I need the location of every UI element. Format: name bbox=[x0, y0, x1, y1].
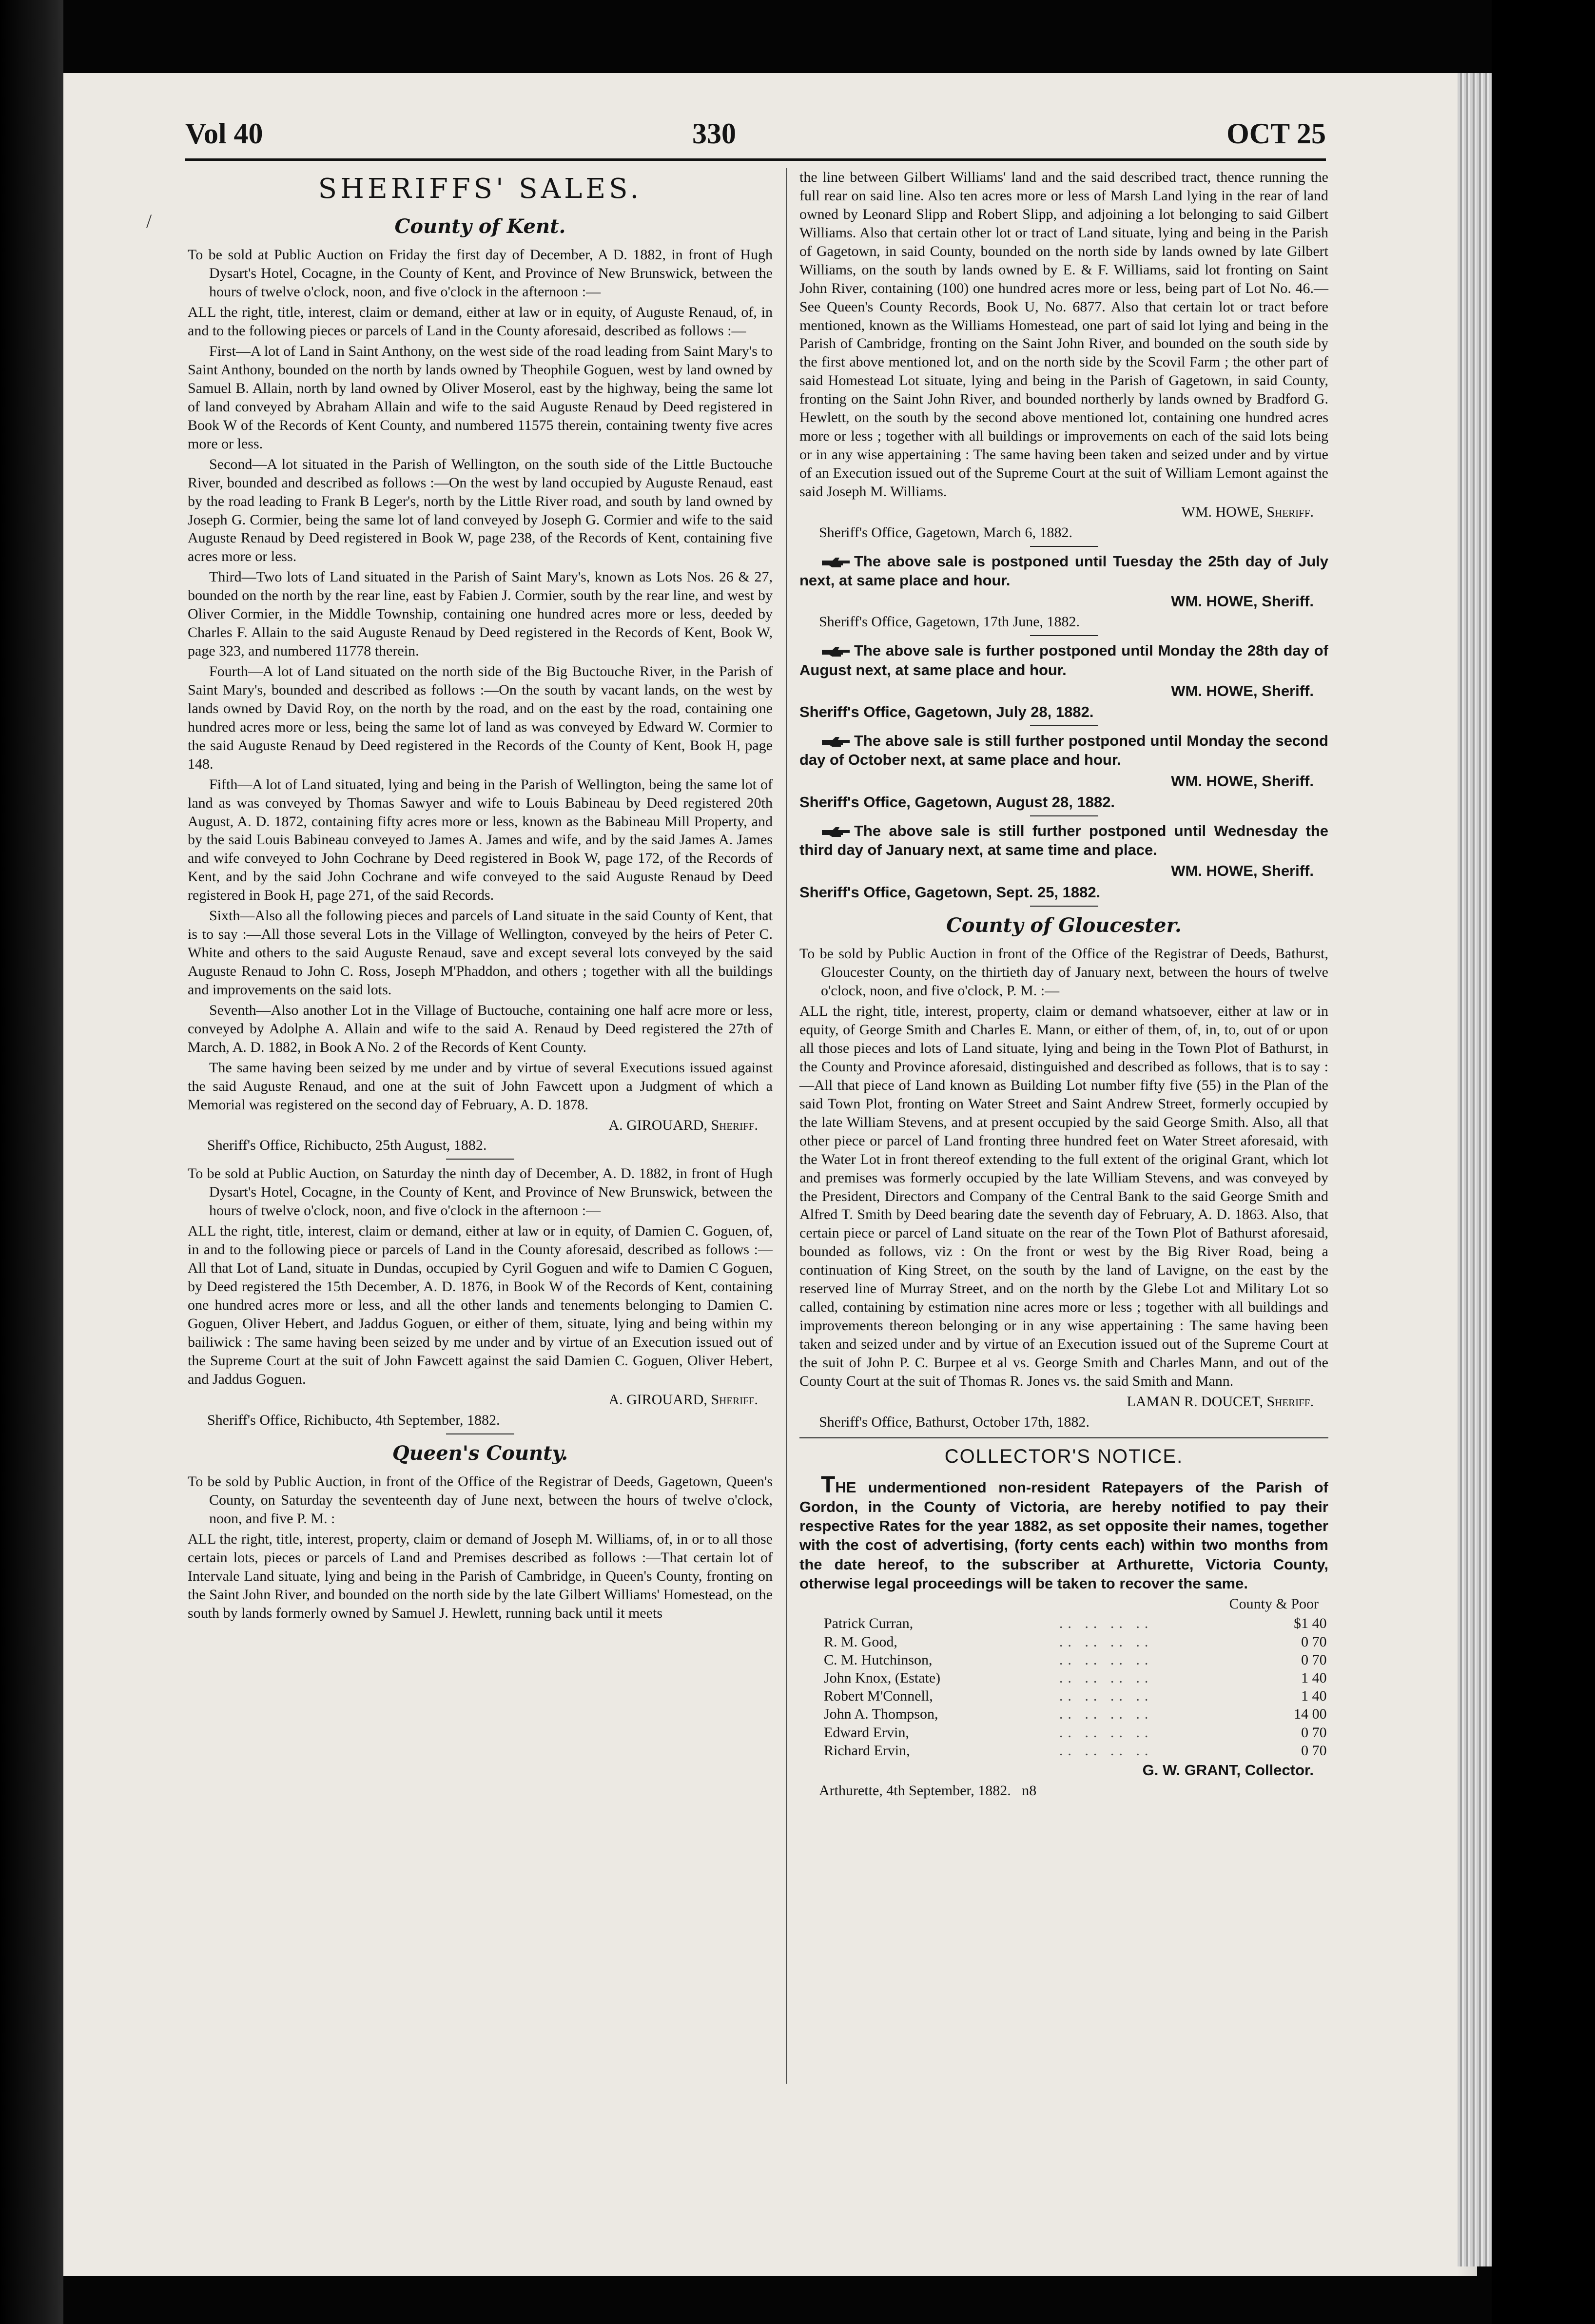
rate-amount: 1 40 bbox=[1301, 1669, 1327, 1686]
rate-amount: 0 70 bbox=[1301, 1633, 1327, 1650]
county-heading-kent: County of Kent. bbox=[394, 214, 566, 238]
county-heading-gloucester: County of Gloucester. bbox=[946, 913, 1182, 937]
table-row bbox=[824, 1742, 1332, 1760]
table-row bbox=[824, 1687, 1332, 1705]
county-heading-queens: Queen's County. bbox=[392, 1441, 568, 1465]
issue-date: OCT 25 bbox=[1226, 117, 1326, 150]
section-rule bbox=[1030, 906, 1098, 907]
page-number: 330 bbox=[692, 117, 736, 150]
postponement-text: The above sale is still further postponed until Monday the second day of October next, at same place and hour. bbox=[799, 732, 1328, 769]
dark-background bbox=[1492, 0, 1595, 2324]
drop-cap: T bbox=[821, 1472, 836, 1498]
collector-place-date bbox=[819, 1782, 1328, 1800]
postponement-text: The above sale is postponed until Tuesday the 25th day of July next, at same place and hour. bbox=[799, 552, 1328, 589]
rate-amount: 0 70 bbox=[1301, 1651, 1327, 1668]
sheriff-signature: A. GIROUARD, Sheriff. bbox=[608, 1117, 758, 1133]
insertion-code: n8 bbox=[1022, 1782, 1037, 1799]
ratepayer-name: Edward Ervin, bbox=[824, 1724, 909, 1741]
table-row bbox=[824, 1651, 1332, 1669]
sale-intro: To be sold by Public Auction, in front of the Office of the Registrar of Deeds, Gagetown, Queen's County, on Saturday the seventeenth day of June next, between the hours of twelve o'clock, noon, and five P. M. : bbox=[188, 1473, 773, 1527]
sheriff-office-line: Sheriff's Office, Gagetown, 17th June, 1882. bbox=[819, 614, 1080, 630]
table-row bbox=[824, 1614, 1332, 1632]
lot-fourth: Fourth—A lot of Land situated on the north side of the Big Buctouche River, in the Parish of Saint Mary's, bounded and described as follows :—On the south by vacant lands, on the west by lands owned by David Roy, on the north by the road, and on the east by the road, containing one hundred acres more or less, being the same lot of land as was conveyed by Edward W. Cormier to the said Auguste Renaud by Deed registered in the Records of the County of Kent, Book H, page 148. bbox=[188, 663, 773, 772]
column-divider bbox=[786, 168, 787, 2084]
page-stack-edge bbox=[1458, 73, 1492, 2266]
ratepayer-name: Patrick Curran, bbox=[824, 1615, 914, 1632]
seizure-statement: The same having been seized by me under and by virtue of several Executions issued against the said Auguste Renaud, and one at the suit of John Fawcett upon a Judgment of which a Memorial was registered on the second day of February, A. D. 1878. bbox=[188, 1059, 773, 1113]
rate-amount: 1 40 bbox=[1301, 1688, 1327, 1704]
postponement-notice bbox=[799, 731, 1328, 812]
section-rule bbox=[799, 1437, 1328, 1438]
rate-amount: $1 40 bbox=[1294, 1615, 1327, 1632]
book-binding bbox=[0, 0, 63, 2324]
sheriff-office-line: Sheriff's Office, Richibucto, 4th September, 1882. bbox=[207, 1412, 500, 1428]
leader-dots: .. .. .. .. bbox=[1059, 1633, 1153, 1650]
sheriff-office-line: Sheriff's Office, Gagetown, Sept. 25, 1882. bbox=[799, 883, 1101, 901]
leader-dots: .. .. .. .. bbox=[1059, 1706, 1153, 1723]
rates-column-header: County & Poor bbox=[1229, 1596, 1319, 1612]
ratepayers-table bbox=[824, 1614, 1332, 1760]
volume-label: Vol 40 bbox=[185, 117, 263, 150]
leader-dots: .. .. .. .. bbox=[1059, 1615, 1153, 1632]
margin-mark: / bbox=[146, 210, 152, 232]
sheriff-signature: WM. HOWE, Sheriff. bbox=[1171, 593, 1314, 610]
sheriff-signature: WM. HOWE, Sheriff. bbox=[1181, 504, 1314, 520]
sheriff-signature: A. GIROUARD, Sheriff. bbox=[608, 1391, 758, 1408]
pointing-hand-icon bbox=[821, 735, 851, 749]
sale-claim: ALL the right, title, interest, property, claim or demand whatsoever, either at law or in equity, of George Smith and Charles E. Mann, or either of them, of, in, to, out of or upon all those pieces and lots of Land situate, lying and being in the Town Plot of Bathurst, in the County and Province aforesaid, distinguished and described as follows, that is to say :—All that piece of Land known as Building Lot number fifty five (55) in the Plan of the said Town Plot, fronting on Water Street and Saint Andrew Street, formerly occupied by the late William Stevens, and at present occupied by the said George Smith. Also, all that other piece or parcel of Land fronting three hundred feet on Water Street aforesaid, with the Water Lot in front thereof extending to the full extent of the original Grant, which lot and premises was formerly occupied by the late William Stevens, and was conveyed by the President, Directors and Company of the Central Bank to the said George Smith and Alfred T. Smith by Deed bearing date the seventh day of February, A. D. 1863. Also, that certain piece or parcel of Land situate on the rear of the Town Plot of Bathurst aforesaid, bounded as follows, viz : On the front or west by the Big River Road, being a continuation of King Street, on the south by the land of Lavigne, on the east by the reserved line of Murray Street, and on the north by the Glebe Lot and Military Lot so called, containing by estimation nine acres more or less ; together with all buildings and improvements thereon belonging or in any wise appertaining : The same having been taken and seized under and by virtue of an Execution issued out of the Supreme Court at the suit of John P. C. Burpee et al vs. George Smith and Charles Mann, and out of the County Court at the suit of Thomas R. Jones vs. the said Smith and Mann. bbox=[799, 1003, 1328, 1389]
section-rule bbox=[1030, 815, 1098, 816]
sheriff-signature: WM. HOWE, Sheriff. bbox=[1171, 682, 1314, 699]
collector-signature: G. W. GRANT, Collector. bbox=[1142, 1761, 1314, 1779]
page-title: SHERIFFS' SALES. bbox=[318, 173, 642, 205]
place-date: Arthurette, 4th September, 1882. bbox=[819, 1782, 1011, 1799]
pointing-hand-icon bbox=[821, 825, 851, 839]
lot-sixth: Sixth—Also all the following pieces and parcels of Land situate in the said County of Kent, that is to say :—All those several Lots in the Village of Wellington, conveyed by the heirs of Peter C. White and others to the said Auguste Renaud, save and except several lots conveyed by the said Auguste Renaud to John C. Ross, Joseph M'Phaddon, and others ; together with all the buildings and improvements on the said lots. bbox=[188, 908, 773, 998]
sale-intro: To be sold at Public Auction on Friday the first day of December, A D. 1882, in front of Hugh Dysart's Hotel, Cocagne, in the County of Kent, and Province of New Brunswick, between the hours of twelve o'clock, noon, and five o'clock in the afternoon :— bbox=[188, 247, 773, 300]
lot-third: Third—Two lots of Land situated in the Parish of Saint Mary's, known as Lots Nos. 26 & 27, bounded on the north by the rear line, east by Fabien J. Cormier, south by the rear line, and west by Oliver Cormier, in the Middle Township, containing one hundred acres more or less, deeded by Charles F. Allain to the said Auguste Renaud by Deed registered in the Records of Kent, Book W, page 323, and numbered 11778 therein. bbox=[188, 569, 773, 659]
sale-claim: ALL the right, title, interest, claim or demand, either at law or in equity, of Auguste Renaud, of, in and to the following pieces or parcels of Land in the County aforesaid, described as follows :— bbox=[188, 304, 773, 339]
collector-notice-text bbox=[799, 1473, 1328, 1593]
rate-amount: 0 70 bbox=[1301, 1742, 1327, 1759]
sale-claim: ALL the right, title, interest, claim or demand, either at law or in equity, of Damien C. Goguen, of, in and to the following piece or parcels of Land in the County aforesaid, described as follows :—All that Lot of Land, situate in Dundas, occupied by Cyril Goguen and wife to Damien C Goguen, by Deed registered the 15th December, A. D. 1876, in Book W of the Records of Kent, containing one hundred acres more or less, and all the other lands and tenements belonging to Damien C. Goguen, Oliver Hebert, and Jaddus Goguen, or either of them, situate, lying and being within my bailiwick : The same having been seized by me under and by virtue of an Execution issued out of the Supreme Court at the suit of John Fawcett against the said Damien C. Goguen, Oliver Hebert, and Jaddus Goguen. bbox=[188, 1223, 773, 1387]
sheriff-office-line: Sheriff's Office, Gagetown, August 28, 1882. bbox=[799, 793, 1115, 811]
sheriff-office-line: Sheriff's Office, Bathurst, October 17th, 1882. bbox=[819, 1414, 1090, 1430]
sheriff-signature: WM. HOWE, Sheriff. bbox=[1171, 772, 1314, 790]
ratepayer-name: Richard Ervin, bbox=[824, 1742, 910, 1759]
collector-notice-body: HE undermentioned non-resident Ratepayers of the Parish of Gordon, in the County of Victoria, are hereby notified to pay their respective Rates for the year 1882, as set opposite their names, together with the cost of advertising, (forty cents each) within two months from the date hereof, to the subscriber at Arthurette, Victoria County, otherwise legal proceedings will be taken to recover the same. bbox=[799, 1479, 1328, 1592]
table-row bbox=[824, 1633, 1332, 1651]
left-column bbox=[188, 168, 773, 1625]
sheriff-signature: WM. HOWE, Sheriff. bbox=[1171, 862, 1314, 880]
leader-dots: .. .. .. .. bbox=[1059, 1742, 1153, 1759]
sheriff-office-line: Sheriff's Office, Gagetown, March 6, 1882. bbox=[819, 524, 1073, 541]
postponement-text: The above sale is further postponed until Monday the 28th day of August next, at same place and hour. bbox=[799, 642, 1328, 678]
sheriff-office-line: Sheriff's Office, Gagetown, July 28, 1882. bbox=[799, 703, 1094, 720]
section-rule bbox=[446, 1433, 514, 1434]
postponement-notice bbox=[799, 552, 1328, 632]
sale-claim-continued: the line between Gilbert Williams' land and the said described tract, thence running the full rear on said line. Also ten acres more or less of Marsh Land lying in the rear of land owned by Leonard Slipp and Robert Slipp, and adjoining a lot belonging to said Gilbert Williams. Also that certain other lot or tract of Land situate, lying and being in the Parish of Gagetown, in said County, bounded on the north side by lands owned by late Gilbert Williams, on the south by lands owned by E. & F. Williams, said lot fronting on Saint John River, containing (100) one hundred acres more or less, being part of Lot No. 46.—See Queen's County Records, Book U, No. 6877. Also that certain lot or tract before mentioned, known as the Williams Homestead, one part of said lot lying and being in the Parish of Cambridge, fronting on the Saint John River, and bounded on the south side by the first above mentioned lot, and on the north side by the Scovil Farm ; the other part of said Homestead Lot situate, lying and being in the Parish of Gagetown, in said County, fronting on the Saint John River, and bounded northerly by lands owned by Bradford G. Hewlett, on the south by the second above mentioned lot, containing one hundred acres more or less ; together with all buildings or improvements on each of the said lots being or in any wise appertaining : The same having been taken and seized under and by virtue of an Execution issued out of the Supreme Court at the suit of William Lemont against the said Joseph M. Williams. bbox=[799, 169, 1328, 500]
ratepayer-name: Robert M'Connell, bbox=[824, 1688, 933, 1704]
sheriff-signature: LAMAN R. DOUCET, Sheriff. bbox=[1127, 1393, 1314, 1410]
section-rule bbox=[1030, 635, 1098, 636]
leader-dots: .. .. .. .. bbox=[1059, 1669, 1153, 1686]
page-header bbox=[185, 117, 1326, 161]
table-row bbox=[824, 1724, 1332, 1742]
leader-dots: .. .. .. .. bbox=[1059, 1724, 1153, 1741]
ratepayer-name: John Knox, (Estate) bbox=[824, 1669, 941, 1686]
sale-intro: To be sold at Public Auction, on Saturday the ninth day of December, A. D. 1882, in front of Hugh Dysart's Hotel, Cocagne, in the County of Kent, and Province of New Brunswick, between the hours of twelve o'clock, noon, and five o'clock in the afternoon :— bbox=[188, 1165, 773, 1219]
section-rule bbox=[446, 1159, 514, 1160]
section-rule bbox=[1030, 546, 1098, 547]
header-rule bbox=[185, 158, 1326, 161]
postponement-notice bbox=[799, 821, 1328, 902]
ratepayer-name: C. M. Hutchinson, bbox=[824, 1651, 933, 1668]
right-column bbox=[799, 168, 1328, 1802]
lot-seventh: Seventh—Also another Lot in the Village of Buctouche, containing one half acre more or less, conveyed by Adolphe A. Allain and wife to the said A. Renaud by Deed registered the 27th of March, A. D. 1882, in Book A No. 2 of the Records of Kent County. bbox=[188, 1002, 773, 1055]
sale-claim: ALL the right, title, interest, property, claim or demand of Joseph M. Williams, of, in or to all those certain lots, pieces or parcels of Land and Premises described as follows :—That certain lot of Intervale Land situate, lying and being in the Parish of Cambridge, in Queen's County, fronting on the Saint John River, and bounded on the north side by the late Gilbert Williams' Homestead, on the south by lands formerly owned by Samuel J. Hewlett, running back until it meets bbox=[188, 1530, 773, 1621]
sheriff-office-line: Sheriff's Office, Richibucto, 25th August, 1882. bbox=[207, 1137, 487, 1154]
section-rule bbox=[1030, 725, 1098, 726]
leader-dots: .. .. .. .. bbox=[1059, 1651, 1153, 1668]
ratepayer-name: R. M. Good, bbox=[824, 1633, 897, 1650]
lot-fifth: Fifth—A lot of Land situated, lying and being in the Parish of Wellington, being the same lot of land as was conveyed by Thomas Sawyer and wife to Louis Babineau by Deed registered 20th August, A. D. 1872, containing fifty acres more or less, known as the Babineau Mill Property, and by the said Louis Babineau conveyed to James A. James and wife, and by the said James A. James and wife conveyed to John Cochrane by Deed registered in Book W, page 172, of the Records of Kent, and by the said John Cochrane and wife conveyed to the said Auguste Renaud by Deed registered in Book H, page 271, of the said Records. bbox=[188, 776, 773, 904]
table-row bbox=[824, 1705, 1332, 1723]
table-row bbox=[824, 1669, 1332, 1687]
sale-intro: To be sold by Public Auction in front of the Office of the Registrar of Deeds, Bathurst, Gloucester County, on the thirtieth day of January next, between the hours of twelve o'clock, noon, and five o'clock, P. M. :— bbox=[799, 946, 1328, 999]
lot-first: First—A lot of Land in Saint Anthony, on the west side of the road leading from Saint Mary's to Saint Anthony, bounded on the north by lands owned by Theophile Goguen, west by land owned by Samuel B. Allain, north by land owned by Oliver Moserol, east by the highway, being the same lot of land conveyed by Abraham Allain and wife to the said Auguste Renaud by Deed registered in Book W of the Records of Kent County, and numbered 11575 therein, containing twenty five acres more or less. bbox=[188, 343, 773, 452]
pointing-hand-icon bbox=[821, 556, 851, 569]
ratepayer-name: John A. Thompson, bbox=[824, 1706, 938, 1723]
rate-amount: 0 70 bbox=[1301, 1724, 1327, 1741]
postponement-notice bbox=[799, 641, 1328, 721]
leader-dots: .. .. .. .. bbox=[1059, 1688, 1153, 1704]
collector-notice-title: COLLECTOR'S NOTICE. bbox=[944, 1445, 1184, 1467]
postponement-text: The above sale is still further postponed until Wednesday the third day of January next, at same time and place. bbox=[799, 822, 1328, 859]
lot-second: Second—A lot situated in the Parish of Wellington, on the south side of the Little Buctouche River, bounded and described as follows :—On the west by land occupied by Auguste Renaud, east by the road leading to Frank B Leger's, north by the Little River road, and south by land owned by Joseph G. Cormier, being the same lot of land conveyed by Joseph G. Cormier and wife to the said Auguste Renaud by Deed registered in Book W, page 238, of the Records of Kent, containing five acres more or less. bbox=[188, 456, 773, 565]
pointing-hand-icon bbox=[821, 645, 851, 658]
rate-amount: 14 00 bbox=[1294, 1706, 1327, 1723]
